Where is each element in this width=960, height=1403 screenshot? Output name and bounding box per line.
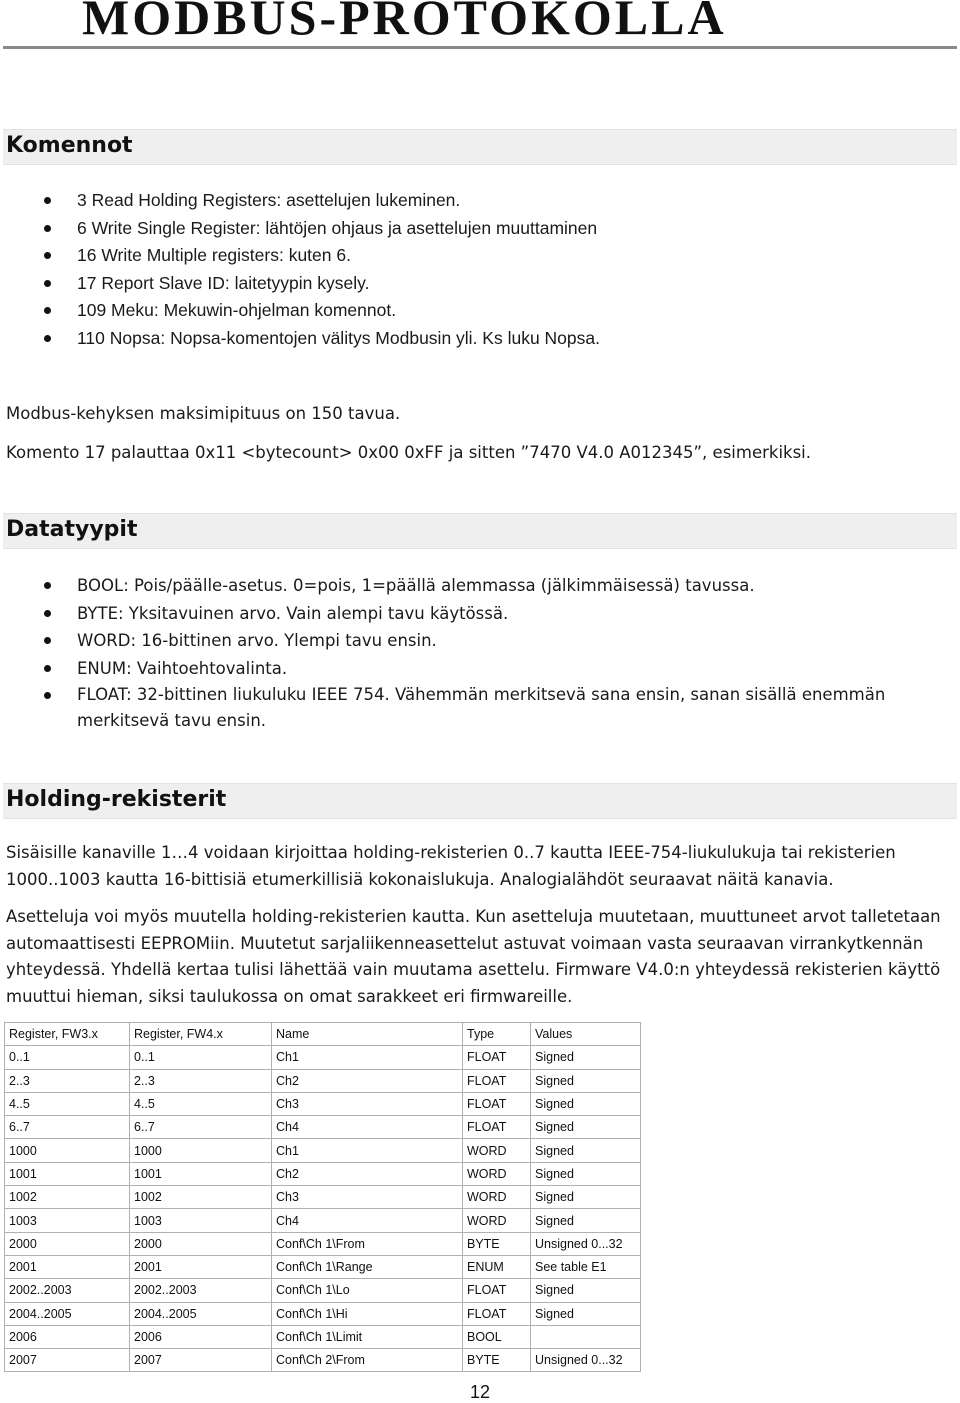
table-cell: 2004..2005	[5, 1302, 130, 1325]
bullet-icon	[44, 307, 51, 314]
table-row	[5, 1046, 641, 1069]
table-cell: Signed	[531, 1279, 641, 1302]
table-cell: 4..5	[130, 1092, 272, 1115]
table-cell: Unsigned 0...32	[531, 1349, 641, 1372]
bullet-icon	[44, 280, 51, 287]
table-cell: Signed	[531, 1069, 641, 1092]
table-cell: 1003	[5, 1209, 130, 1232]
list-item	[0, 682, 940, 734]
table-cell: See table E1	[531, 1255, 641, 1278]
column-header: Register, FW3.x	[5, 1023, 130, 1046]
table-row	[5, 1186, 641, 1209]
table-cell: 1000	[5, 1139, 130, 1162]
table-cell: FLOAT	[463, 1116, 531, 1139]
list-item-text: BYTE: Yksitavuinen arvo. Vain alempi tavu käytössä.	[77, 603, 509, 623]
bullet-icon	[44, 610, 51, 617]
table-cell: 2000	[130, 1232, 272, 1255]
table-cell: Conf\Ch 1\From	[272, 1232, 463, 1255]
table-cell	[531, 1325, 641, 1348]
list-item-text: WORD: 16-bittinen arvo. Ylempi tavu ensin.	[77, 631, 437, 650]
list-item	[0, 215, 940, 243]
table-cell: WORD	[463, 1162, 531, 1185]
table-cell: 2000	[5, 1232, 130, 1255]
holding-paragraph-2: Asetteluja voi myös muutella holding-rekisterien kautta. Kun asetteluja muutetaan, muuttuneet arvot talletetaan automaattisesti EEPROMiin. Muutetut sarjaliikenneasettelut astuvat voimaan vasta seuraavan virrankytkennän yhteydessä. Yhdellä kertaa tulisi lähettää vain muutama asettelu. Firmware V4.0:n yhteydessä rekisterien käyttö muuttui hieman, siksi taulukossa on omat sarakkeet eri firmwareille.	[6, 907, 941, 1006]
list-item	[0, 242, 940, 270]
table-row	[5, 1209, 641, 1232]
table-cell: BYTE	[463, 1349, 531, 1372]
table-cell: Conf\Ch 1\Range	[272, 1255, 463, 1278]
bullet-icon	[44, 197, 51, 204]
table-cell: 0..1	[5, 1046, 130, 1069]
bullet-icon	[44, 692, 51, 699]
table-cell: Ch3	[272, 1186, 463, 1209]
table-cell: 2006	[130, 1325, 272, 1348]
table-cell: WORD	[463, 1139, 531, 1162]
table-cell: 2002..2003	[130, 1279, 272, 1302]
table-cell: FLOAT	[463, 1069, 531, 1092]
table-row	[5, 1232, 641, 1255]
table-cell: 1001	[5, 1162, 130, 1185]
table-cell: Signed	[531, 1116, 641, 1139]
table-cell: Ch4	[272, 1209, 463, 1232]
section-heading-komennot: Komennot	[6, 133, 133, 158]
section-heading-datatyypit: Datatyypit	[6, 517, 138, 542]
title-rule	[3, 46, 957, 49]
section-bar-datatyypit	[3, 513, 957, 549]
list-item-text: 3 Read Holding Registers: asettelujen lukeminen.	[77, 190, 461, 210]
bullet-icon	[44, 582, 51, 589]
table-cell: Ch4	[272, 1116, 463, 1139]
section-bar-komennot	[3, 129, 957, 165]
table-cell: BOOL	[463, 1325, 531, 1348]
page-number: 12	[469, 1382, 491, 1402]
table-cell: FLOAT	[463, 1046, 531, 1069]
holding-paragraph-1: Sisäisille kanaville 1…4 voidaan kirjoittaa holding-rekisterien 0..7 kautta IEEE-754-liukulukuja tai rekisterien 1000..1003 kautta 16-bittisiä etumerkillisiä kokonaislukuja. Analogialähdöt seuraavat näitä kanavia.	[6, 843, 896, 889]
table-cell: 2002..2003	[5, 1279, 130, 1302]
table-cell: 2004..2005	[130, 1302, 272, 1325]
section-heading-holding: Holding-rekisterit	[6, 787, 227, 812]
table-row	[5, 1162, 641, 1185]
table-cell: 2..3	[130, 1069, 272, 1092]
table-header-row	[5, 1023, 641, 1046]
table-cell: Conf\Ch 1\Lo	[272, 1279, 463, 1302]
list-item-text: 6 Write Single Register: lähtöjen ohjaus ja asettelujen muuttaminen	[77, 217, 598, 238]
table-cell: BYTE	[463, 1232, 531, 1255]
list-item-text: FLOAT: 32-bittinen liukuluku IEEE 754. Vähemmän merkitsevä sana ensin, sanan sisällä enemmän merkitsevä tavu ensin.	[77, 685, 886, 730]
list-item-text: BOOL: Pois/päälle-asetus. 0=pois, 1=päällä alemmassa (jälkimmäisessä) tavussa.	[77, 576, 755, 595]
list-item-text: 16 Write Multiple registers: kuten 6.	[77, 245, 351, 265]
komennot-list	[0, 187, 940, 352]
list-item	[0, 187, 940, 215]
list-item	[0, 627, 940, 655]
table-cell: 2..3	[5, 1069, 130, 1092]
table-cell: 0..1	[130, 1046, 272, 1069]
bullet-icon	[44, 252, 51, 259]
list-item-text: 17 Report Slave ID: laitetyypin kysely.	[77, 272, 370, 293]
column-header: Values	[531, 1023, 641, 1046]
table-row	[5, 1255, 641, 1278]
table-cell: Conf\Ch 2\From	[272, 1349, 463, 1372]
table-row	[5, 1069, 641, 1092]
table-cell: Conf\Ch 1\Limit	[272, 1325, 463, 1348]
table-cell: Signed	[531, 1046, 641, 1069]
document-title: MODBUS-PROTOKOLLA	[82, 0, 727, 45]
table-cell: Signed	[531, 1139, 641, 1162]
table-cell: 1001	[130, 1162, 272, 1185]
table-cell: 1003	[130, 1209, 272, 1232]
table-cell: Ch1	[272, 1139, 463, 1162]
table-cell: 2006	[5, 1325, 130, 1348]
table-cell: Signed	[531, 1302, 641, 1325]
table-cell: ENUM	[463, 1255, 531, 1278]
table-cell: 6..7	[5, 1116, 130, 1139]
table-cell: Signed	[531, 1162, 641, 1185]
table-row	[5, 1139, 641, 1162]
table-cell: Ch2	[272, 1069, 463, 1092]
list-item	[0, 297, 940, 325]
table-cell: FLOAT	[463, 1302, 531, 1325]
bullet-icon	[44, 225, 51, 232]
column-header: Name	[272, 1023, 463, 1046]
table-cell: 1000	[130, 1139, 272, 1162]
table-cell: 6..7	[130, 1116, 272, 1139]
table-cell: FLOAT	[463, 1092, 531, 1115]
table-cell: Signed	[531, 1209, 641, 1232]
table-cell: 4..5	[5, 1092, 130, 1115]
table-cell: 2007	[5, 1349, 130, 1372]
table-cell: 2001	[130, 1255, 272, 1278]
table-row	[5, 1325, 641, 1348]
table-cell: Ch3	[272, 1092, 463, 1115]
table-row	[5, 1279, 641, 1302]
bullet-icon	[44, 637, 51, 644]
table-cell: WORD	[463, 1186, 531, 1209]
table-cell: 1002	[5, 1186, 130, 1209]
table-row	[5, 1349, 641, 1372]
list-item	[0, 270, 940, 298]
table-cell: Ch1	[272, 1046, 463, 1069]
list-item	[0, 325, 940, 353]
register-table	[4, 1022, 641, 1372]
command17-note: Komento 17 palauttaa 0x11 <bytecount> 0x00 0xFF ja sitten ”7470 V4.0 A012345”, esimerkiksi.	[6, 443, 812, 462]
list-item	[0, 600, 940, 628]
table-cell: Unsigned 0...32	[531, 1232, 641, 1255]
table-cell: WORD	[463, 1209, 531, 1232]
column-header: Register, FW4.x	[130, 1023, 272, 1046]
list-item-text: 109 Meku: Mekuwin-ohjelman komennot.	[77, 300, 397, 320]
table-cell: Conf\Ch 1\Hi	[272, 1302, 463, 1325]
bullet-icon	[44, 335, 51, 342]
list-item	[0, 572, 940, 600]
table-row	[5, 1116, 641, 1139]
table-cell: Ch2	[272, 1162, 463, 1185]
bullet-icon	[44, 665, 51, 672]
datatyypit-list	[0, 572, 940, 734]
table-cell: 2007	[130, 1349, 272, 1372]
table-cell: 2001	[5, 1255, 130, 1278]
list-item-text: 110 Nopsa: Nopsa-komentojen välitys Modbusin yli. Ks luku Nopsa.	[77, 327, 600, 348]
table-row	[5, 1092, 641, 1115]
max-frame-note: Modbus-kehyksen maksimipituus on 150 tavua.	[6, 404, 401, 423]
table-cell: FLOAT	[463, 1279, 531, 1302]
table-cell: Signed	[531, 1186, 641, 1209]
list-item	[0, 655, 940, 683]
table-row	[5, 1302, 641, 1325]
table-cell: Signed	[531, 1092, 641, 1115]
column-header: Type	[463, 1023, 531, 1046]
table-cell: 1002	[130, 1186, 272, 1209]
list-item-text: ENUM: Vaihtoehtovalinta.	[77, 658, 288, 678]
